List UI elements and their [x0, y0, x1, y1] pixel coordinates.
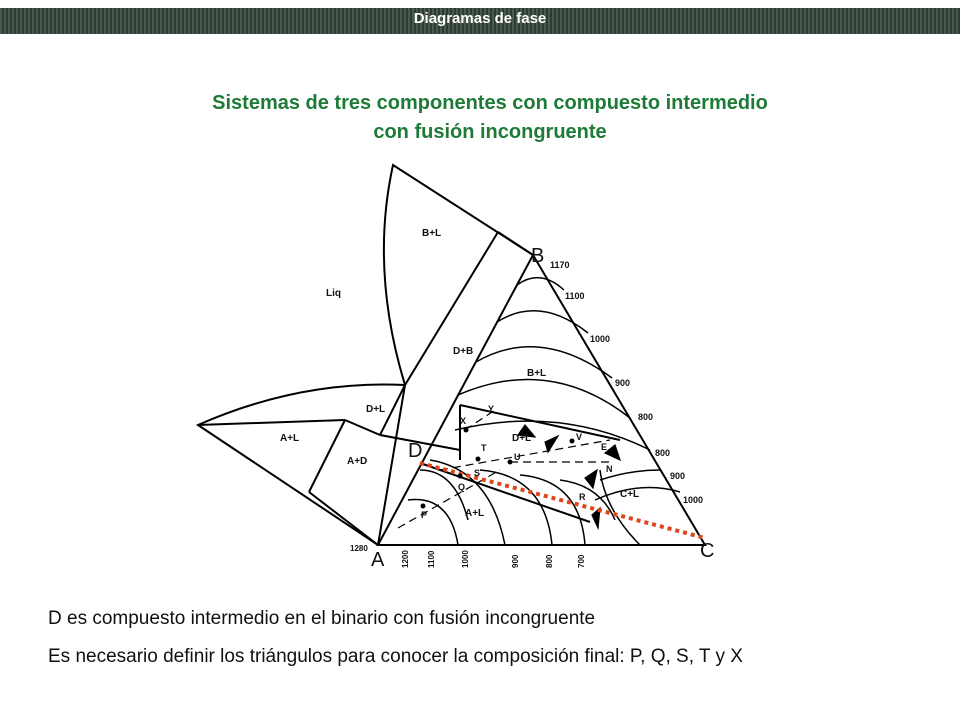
iso-bc-2: 1100 — [565, 291, 585, 301]
iso-bc-8: 1000 — [683, 495, 704, 505]
iso-bc-1: 1170 — [550, 260, 570, 270]
iso-bc-3: 1000 — [590, 334, 611, 344]
region-a-l-inner: A+L — [465, 508, 485, 519]
point-t: T — [481, 443, 487, 453]
iso-bc-5: 800 — [638, 412, 654, 422]
iso-ac-5: 900 — [511, 554, 520, 568]
region-a-l-left: A+L — [280, 433, 300, 444]
region-d-l-left: D+L — [366, 404, 386, 415]
vertex-b-label: B — [531, 245, 545, 267]
region-b-l-upper: B+L — [422, 228, 442, 239]
vertex-a-label: A — [371, 549, 385, 571]
iso-ac-2: 1200 — [401, 550, 410, 568]
point-e: E — [601, 442, 608, 452]
iso-bc-4: 900 — [615, 378, 631, 388]
text-line-1: D es compuesto intermedio en el binario con fusión incongruente — [48, 608, 596, 629]
iso-bc-6: 800 — [655, 448, 671, 458]
iso-ac-6: 800 — [545, 554, 554, 568]
iso-ac-1: 1280 — [350, 544, 368, 553]
region-d-l-inner: D+L — [512, 433, 532, 444]
region-d-b: D+B — [453, 346, 474, 357]
point-v: V — [576, 432, 583, 442]
text-line-2: Es necesario definir los triángulos para conocer la composición final: P, Q, S, T y X — [48, 646, 743, 667]
region-c-l: C+L — [620, 489, 640, 500]
slide-title-line1: Sistemas de tres componentes con compuesto intermedio — [212, 92, 768, 114]
point-u: U — [514, 452, 521, 462]
iso-ac-4: 1000 — [461, 550, 470, 568]
point-q: Q — [458, 482, 466, 492]
vertex-c-label: C — [700, 540, 715, 562]
point-p: P — [421, 510, 428, 520]
slide-title-line2: con fusión incongruente — [373, 121, 607, 143]
iso-bc-7: 900 — [670, 471, 686, 481]
region-b-l-inner: B+L — [527, 368, 547, 379]
vertex-d-label: D — [408, 440, 423, 462]
point-y: Y — [488, 404, 495, 414]
region-a-d: A+D — [347, 456, 368, 467]
point-r: R — [579, 492, 586, 502]
iso-ac-3: 1100 — [427, 550, 436, 568]
region-liq: Liq — [326, 288, 341, 299]
header-title: Diagramas de fase — [413, 10, 547, 27]
point-x: X — [460, 416, 467, 426]
point-n: N — [606, 464, 613, 474]
point-s: S — [474, 468, 481, 478]
iso-ac-7: 700 — [577, 554, 586, 568]
